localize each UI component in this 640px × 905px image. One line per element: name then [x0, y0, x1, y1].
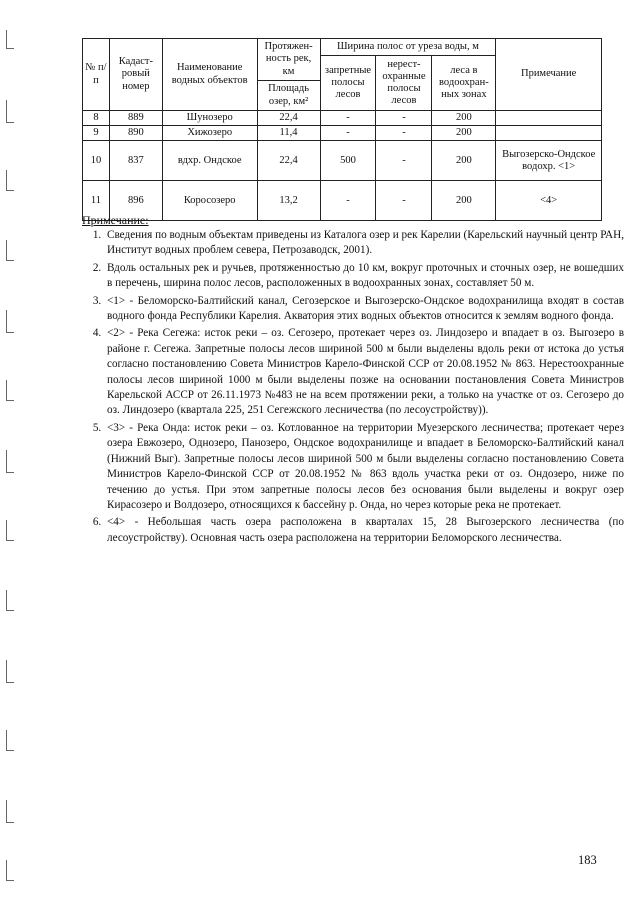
- table-row: [83, 126, 602, 141]
- cell-cadastral: 889: [109, 111, 162, 126]
- note-item: 6. <4> - Небольшая часть озера расположена в кварталах 15, 28 Выгозерского лесничества (по лесоустройству). Основная часть озера расположена на территории Беломорского лесничества.: [104, 515, 624, 546]
- cell-note: Выгозерско-Ондское водохр. <1>: [496, 141, 602, 181]
- table-row: [83, 181, 602, 221]
- cell-name: Хижозеро: [162, 126, 257, 141]
- binding-mark: [6, 100, 14, 123]
- cell-size: 22,4: [257, 111, 320, 126]
- cell-spawning: -: [376, 141, 432, 181]
- cell-num: 8: [83, 111, 110, 126]
- cell-note: <4>: [496, 181, 602, 221]
- binding-mark: [6, 730, 14, 751]
- cell-name: вдхр. Ондское: [162, 141, 257, 181]
- binding-mark: [6, 860, 14, 881]
- cell-num: 10: [83, 141, 110, 181]
- header-area: Площадь озер, км²: [257, 81, 320, 111]
- binding-mark: [6, 170, 14, 191]
- notes-title: Примечание:: [82, 213, 149, 227]
- header-spawning: нерест-охранные полосы лесов: [376, 56, 432, 111]
- cell-spawning: -: [376, 126, 432, 141]
- header-cadastral: Кадаст-ровый номер: [109, 39, 162, 111]
- cell-protected: 500: [320, 141, 376, 181]
- binding-mark: [6, 590, 14, 611]
- header-length: Протяжен-ность рек, км: [257, 39, 320, 81]
- cell-name: Коросозеро: [162, 181, 257, 221]
- cell-protected: -: [320, 126, 376, 141]
- cell-protected: -: [320, 111, 376, 126]
- cell-spawning: -: [376, 111, 432, 126]
- note-item: 3. <1> - Беломорско-Балтийский канал, Сегозерское и Выгозерско-Ондское водохранилища входят в состав водного фонда Республики Карелия. Акватория этих водных объектов относится к землям водного фонда.: [104, 294, 624, 325]
- cell-name: Шунозеро: [162, 111, 257, 126]
- cell-size: 11,4: [257, 126, 320, 141]
- binding-mark: [6, 240, 14, 261]
- header-protected: запретные полосы лесов: [320, 56, 376, 111]
- binding-mark: [6, 450, 14, 473]
- note-item: 2. Вдоль остальных рек и ручьев, протяженностью до 10 км, вокруг проточных и сточных озер, не вошедших в перечень, ширина полос лесов, расположенных в водоохранных зонах, составляет 50 м.: [104, 261, 624, 292]
- header-water-zone: леса в водоохран-ных зонах: [432, 56, 496, 111]
- header-name: Наименование водных объектов: [162, 39, 257, 111]
- binding-margin: [0, 0, 20, 905]
- table-row: [83, 111, 602, 126]
- cell-cadastral: 837: [109, 141, 162, 181]
- cell-water-zone: 200: [432, 126, 496, 141]
- cell-cadastral: 890: [109, 126, 162, 141]
- header-note: Примечание: [496, 39, 602, 111]
- binding-mark: [6, 380, 14, 401]
- note-item: 5. <3> - Река Онда: исток реки – оз. Котлованное на территории Муезерского лесничества; протекает через озера Евжозеро, Однозеро, Панозеро, Ондское водохранилище и впадает в Беломорско-Балтийский канал (Нижний Выг). Запретные полосы лесов шириной 500 м были выделены согласно постановлению Совета Министров Карело-Финской ССР от 20.08.1952 № 863 вдоль участка реки от оз. Ондозеро, ниже по течению до устья. При этом запретные полосы лесов без основания были выделены и вокруг озер Кирасозеро и Волдозеро, относящихся к бассейну р. Онда, но через которые река не протекает.: [104, 421, 624, 513]
- cell-size: 22,4: [257, 141, 320, 181]
- binding-mark: [6, 520, 14, 541]
- note-item: 4. <2> - Река Сегежа: исток реки – оз. Сегозеро, протекает через оз. Линдозеро и впадает в оз. Выгозеро в районе г. Сегежа. Запретные полосы лесов шириной 500 м были выделены вдоль реки от истока до устья согласно постановлению Совета Министров Карело-Финской ССР от 20.08.1952 № 863. Нерестоохранные полосы лесов шириной 1000 м были выделены позже на основании постановления Совета Министров Карельской АССР от 26.11.1973 №483 не на всем протяжении реки, а только на участке от оз. Сегозеро до оз. Линдозеро (квартала 225, 251 Сегежского лесничества (по лесоустройству)).: [104, 326, 624, 418]
- cell-note: [496, 126, 602, 141]
- page-number: 183: [578, 853, 597, 867]
- header-width-group: Ширина полос от уреза воды, м: [320, 39, 496, 56]
- note-item: 1. Сведения по водным объектам приведены из Каталога озер и рек Карелии (Карельский научный центр РАН, Институт водных проблем севера, Петрозаводск, 2001).: [104, 228, 624, 259]
- cell-cadastral: 896: [109, 181, 162, 221]
- binding-mark: [6, 660, 14, 683]
- cell-note: [496, 111, 602, 126]
- table-body: [83, 111, 602, 221]
- cell-size: 13,2: [257, 181, 320, 221]
- cell-num: 11: [83, 181, 110, 221]
- cell-protected: -: [320, 181, 376, 221]
- cell-spawning: -: [376, 181, 432, 221]
- binding-mark: [6, 800, 14, 823]
- header-num: № п/п: [83, 39, 110, 111]
- cell-num: 9: [83, 126, 110, 141]
- binding-mark: [6, 30, 14, 49]
- water-bodies-table: [82, 38, 602, 221]
- cell-water-zone: 200: [432, 141, 496, 181]
- table-row: [83, 141, 602, 181]
- cell-water-zone: 200: [432, 111, 496, 126]
- notes-list: [82, 228, 624, 548]
- binding-mark: [6, 310, 14, 333]
- cell-water-zone: 200: [432, 181, 496, 221]
